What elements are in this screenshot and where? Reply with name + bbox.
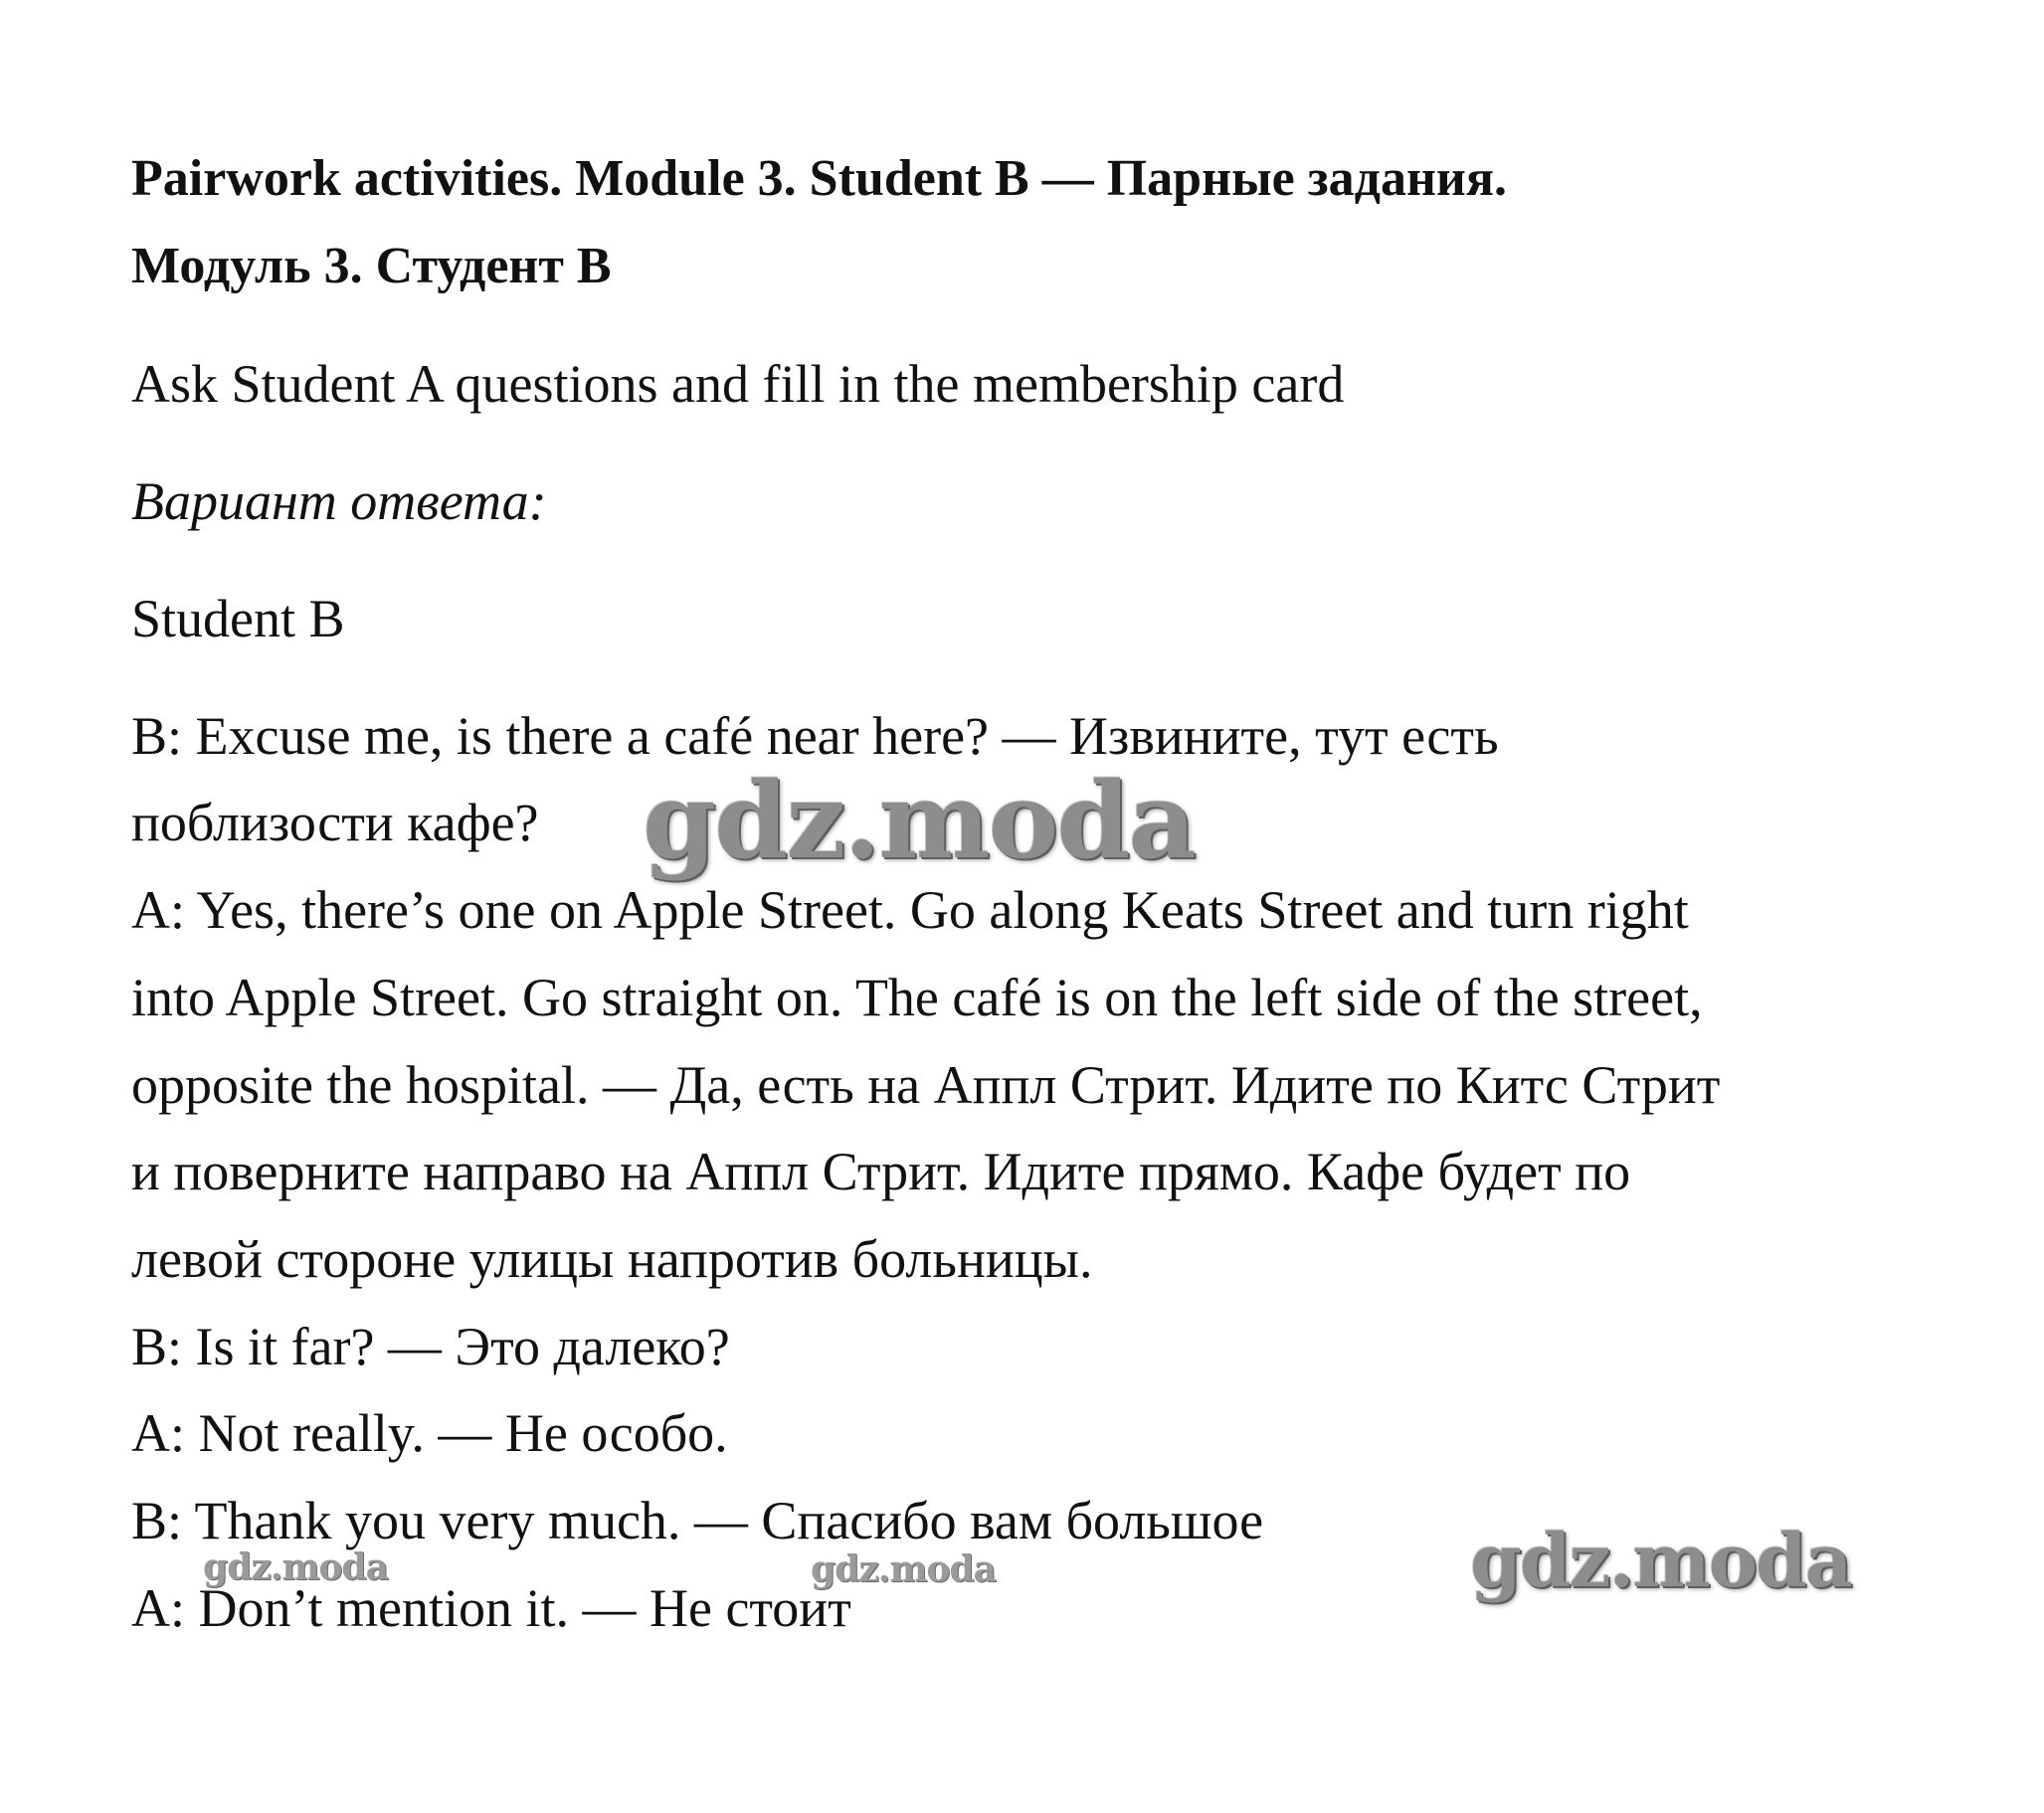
dialogue-line: B: Thank you very much. — Спасибо вам большое xyxy=(131,1491,1264,1550)
dialogue-line: A: Don’t mention it. — Не стоит xyxy=(131,1578,851,1638)
title-line-1: Pairwork activities. Module 3. Student B — Парные задания. xyxy=(131,150,1508,207)
dialogue-line: A: Not really. — Не особо. xyxy=(131,1403,728,1463)
watermark-small-left: gdz.moda xyxy=(203,1546,388,1588)
dialogue-line: левой стороне улицы напротив больницы. xyxy=(131,1229,1093,1289)
dialogue-line: A: Yes, there’s one on Apple Street. Go along Keats Street and turn right xyxy=(131,880,1689,940)
watermark-main: gdz.moda xyxy=(643,758,1195,882)
task-text: Ask Student A questions and fill in the membership card xyxy=(131,354,1345,414)
dialogue-line: into Apple Street. Go straight on. The café is on the left side of the street, xyxy=(131,968,1703,1027)
dialogue-line: B: Excuse me, is there a café near here? — Извините, тут есть xyxy=(131,706,1499,766)
student-label: Student B xyxy=(131,589,345,648)
dialogue-line: и поверните направо на Аппл Стрит. Идите прямо. Кафе будет по xyxy=(131,1142,1631,1201)
watermark-small-center: gdz.moda xyxy=(811,1548,996,1590)
dialogue-line: поблизости кафе? xyxy=(131,793,539,852)
dialogue-line: opposite the hospital. — Да, есть на Аппл Стрит. Идите по Китс Стрит xyxy=(131,1055,1721,1115)
title-line-2: Модуль 3. Студент B xyxy=(131,238,612,294)
answer-label: Вариант ответа: xyxy=(131,471,547,531)
watermark-bottom-right: gdz.moda xyxy=(1470,1519,1851,1604)
dialogue-line: B: Is it far? — Это далеко? xyxy=(131,1317,730,1376)
